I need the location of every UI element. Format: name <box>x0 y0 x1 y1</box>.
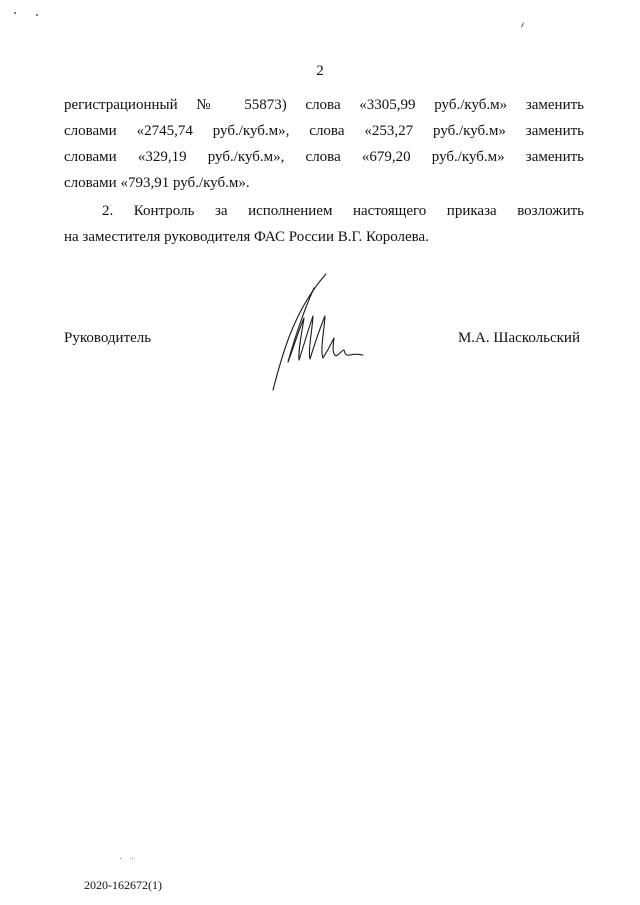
signatory-title: Руководитель <box>64 330 152 346</box>
paragraph-control <box>64 198 584 250</box>
page-number: 2 <box>316 63 324 79</box>
text-line: 2. Контроль за исполнением настоящего приказа возложить <box>102 203 584 219</box>
text-line: словами «793,91 руб./куб.м». <box>64 175 250 191</box>
signatory-name: М.А. Шаскольский <box>457 330 580 346</box>
text-line: словами «2745,74 руб./куб.м», слова «253,27 руб./куб.м» заменить <box>64 123 584 139</box>
document-code: 2020-162672(1) <box>84 878 162 892</box>
scan-speck <box>521 22 524 28</box>
text-line: на заместителя руководителя ФАС России В.Г. Королева. <box>64 229 429 245</box>
scan-speck <box>132 858 133 859</box>
handwritten-signature <box>268 270 368 395</box>
scan-speck <box>36 14 38 16</box>
paragraph-amendment <box>64 92 584 196</box>
text-line: словами «329,19 руб./куб.м», слова «679,20 руб./куб.м» заменить <box>64 149 584 165</box>
scan-speck <box>14 12 16 14</box>
text-line: регистрационный № 55873) слова «3305,99 руб./куб.м» заменить <box>64 97 584 113</box>
scan-speck <box>120 858 121 859</box>
